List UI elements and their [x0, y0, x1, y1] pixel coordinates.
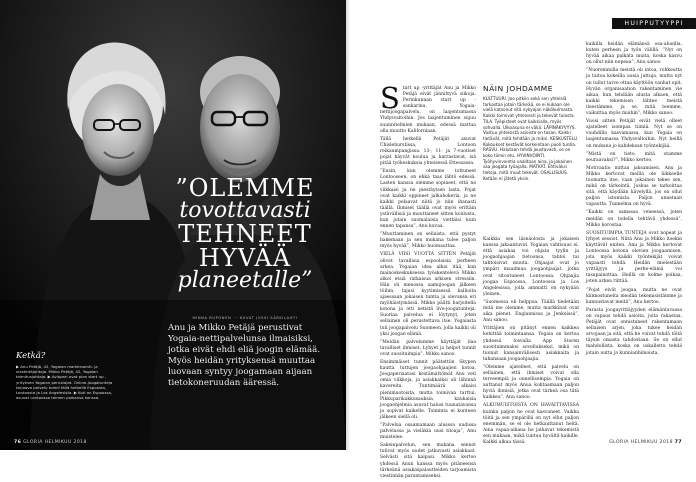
drop-cap: S	[380, 81, 400, 115]
left-page	[0, 0, 346, 450]
paragraph: Kaikkia sen läsnäolosta ja jokaisen kanssa jakaantuvat. Yogaian vahtisuus ei, että asiakas voi ohjata tyylin ja joogaohjaajan tietoonsa, tahtoi tai tahtoisivat muuta. Ohjaajat ovat jo ympäri maailmaa joogaohjaajat, jotka ovat sitoutuneet Lontoossa. Ohjaajia joogaa Espoossa, Lontoossa ja Los Angelesissa, jolla ammatti on nykyään yleinen.	[483, 237, 579, 297]
right-page	[350, 0, 696, 479]
paragraph: Yrittäjien on pitänyt ennen kaikkea kehittää toimintaansa. Yogaia on kertoa yhdessä Iosvalla App Storen suosituimmaksi sovellukseksi, mikä on tuonut kansainvälisesti asiakkaita ja tahansaan joogaohjaajia.	[483, 326, 579, 362]
article-column-1	[380, 81, 476, 482]
sidebar-title: NÄIN JOHDAMME	[483, 84, 554, 93]
paragraph: ”Pojat eivät joogaa, mutta ne ovat kiinnostuneita meidän tekemisistämme ja kannustavat meitä”, Anu kertoo.	[586, 287, 682, 305]
pull-quote-line: tovottavasti	[179, 198, 311, 223]
article-column-2	[483, 237, 579, 448]
caption-text: ▶ Anu Petäjä, 42, Yogaian markkinointi- ja viestintäjohtaja. Mikko Petäjä, 42, Yogaian toimitusjohtaja. ▶ Aviopari ovat pian start up -yrityksen Yogaian perustajat. Online-joogatunteja tarjoava palvelu toimii tällä hetkellä Espoosta, Lontoosta ja Los Angelesista. ▶ Koti on Espoossa, asuvat Lontoossa toimen poikansa kanssa.	[16, 364, 113, 401]
page-folio-right	[609, 440, 682, 445]
paragraph: Motivaatio mittaa jaksamisen. Anu ja Mikko kertovat meillä ole liikkeelle tuomatta itse, vaan jokainen tekee sen, mikä on tärkeintä. Joskus se tarkoittaa sitä, että käydään kävelyllä, jos on ollut paljon istumista. Paljon annetaan vapautta. Tunnelma on hyvä.	[586, 165, 682, 208]
paragraph: Tällä hetkellä Petäjät asuvat Chislehurstissa, Lontoon reikaumpangissa. 13-, 11- ja 7-vuotiset pojat käyvät koulua ja harrastavat, isä pitää työkeskuksia yhteisessä Ettessassa.	[380, 136, 476, 167]
subheading-paragraph: ALKUMUISTOISTA ON HAVAITTAVISSA kuinka paljon he ovat kasvaneet. Vaikka töitä ja sen ympärillä on nyt ollut paljon enemmän, se ei ole hetkauttanut heitä. Aina vapaa-aikana he jatkavat tekemistä sen mukaan, mikä tuntuu hyvältä kaikille. Kaikki alkaa tässä.	[483, 403, 579, 445]
magazine-issue: GLORIA HELMIKUU 2018	[23, 440, 87, 445]
pull-quote-line: TEHNEET	[178, 220, 312, 248]
paragraph: Parasta joogayrittäjyyden elämäntavassa on vapaus tehdä asioita, joita rakastaa. Petäjät ovat onnistuneet rakentamaan sellaisen arjen, joka tukee heidän arvojaan ja sitä, että he voivat tehdä töitä täysin omasta tahdostaan. Se on ollut mahdollista, koska on uskallettu tehdä jotain uutta ja kunnianhimoista.	[586, 307, 682, 356]
pull-quote-line: ”OLEMME	[175, 174, 315, 202]
paragraph: ”Kaikki on samassa veneessä, joten meidän on todella tehtävä yhdessä”, Mikko korostaa.	[586, 210, 682, 228]
photo-caption	[16, 351, 116, 400]
article-intro: Anu ja Mikko Petäjä perustivat Yogaia-nettipalvelunsa ilmaisiksi, jotka eivät ehdi eliä joogin elämää. Myös heidän yrityksensä muuttaa luovaan syntyy joogamaan aijaan tietokoneruudan ääressä.	[168, 323, 321, 388]
paragraph: ”Ensin, kun olemme tottuneet Lontooseen, on ehkä taas lähtö edessä. Lasten kanssa olemme sopineet, että ne viikkaisi ja ne piestäytsen lasta. Pojat ovat kaikki oppineet jalkahokeria, ja ne kaikki pelaavat niitä jo niin ihanasti täällä. Ihmiset täällä ovat myös erittäin ystävällisiä ja muuttaneet sitten koulusta, kun jotain suomalaisia viettäisi kuin ennen tapansa”, Anu kuvaa.	[380, 169, 476, 230]
magazine-issue: GLORIA HELMIKUU 2018	[609, 440, 673, 445]
paragraph: ”Olemme ajatelleet, että palvelu on sellainen, että ihmiset voivat olla terveempiä ja onnellisempia. Yogaia on auttanut myös Anua kohtaamaan paljon hyviä ihmisiä, jotka ovat tärkeä osa tätä kaikkea”, Anu sanoo.	[483, 364, 579, 401]
page-folio-left	[14, 440, 87, 445]
paragraph: ”Nuoremmilla meistä oli intoa, rohkeutta ja taitoa kokeilla uusia juttuja, mutta nyt on tullut tarve ottaa käyttöön vanhat opit. Hyvän organisaation rakentaminen vie aikaa, kun tehdään alusta alkaen, että kaikki tekemisen lähtee meistä itsestämme, ja se, mitä teemme, vaikuttaa myös muihin”, Mikko sanoo.	[586, 68, 682, 117]
paragraph: Ensimmäiset tunnit päätettiin Skypen kautta tuttujen joogaohjaajien kotoa. Joogaperiaatasi kestämättömät Anu veti omia viikkoja, ja asiakkaiksi oli lähinnä kavereita. Tuntimäärä alkaisi pienimuotoista, mutta toimivan tarttui. Pikkuparikakkusauksia, kaukaisia joogaohjelmia asuvat halusi tuunatavansa ja sopivat kaikelle. Toiminta ei kunteen jälkeen siellä oli.	[380, 360, 476, 420]
paragraph: kaikilla heidän elämänsä osa-alueilla, kuten perheen ja työn välillä. ”Nyt on hyvää aikaa palkata muita, koska kasvu on ollut niin nopeaa”, Anu sanoo.	[586, 42, 682, 66]
paragraph: ”Suomessa oli helppoa. Täällä tiedetään mitä me olemme, mutta markkinat ovat aika pienet. Englannissa ja Jenkeissä”, Anu sanoo.	[483, 299, 579, 324]
sidebar-text: KULTTUURI. Joo pitkiin sekä sen yhteisiä tarkastaa jotain tärkeää, se ei kukaan ole vielä katsonut sitä nykyajan näkökulmasta. Kaikki toimivat yhteisesti ja tekevät tulosta. TILA. Työpisteet ovat kaikkialla, myös sohvalla. Ulkoasuna ei väliä. LÄPINÄKYVYYS. Vastuu yhteisistä asioista on tasan. Kaikki tietävät, mitä tehdään ja miksi. KESKUSTELU. Kokoukset kestävät korkeintaan puoli tuntia. RASVU. Halutaan tehdä joustavasti, se on koko tiimin etu. HYVINVOINTI. Työhyvinvointia vaalitaan aina, ja jokainen saa joogata työajalla. MATKAT. Ehtiväksi tietoja, mitä muut tekevät. OSALLISUUS. Ketään ei jätetä yksin.	[483, 96, 579, 181]
page-number: 77	[674, 440, 682, 445]
paragraph: ”Mistä on tieto, mitä otamme seuraavaksi?”, Mikko kertoo.	[586, 151, 682, 163]
paragraph: tart up -yrittäjät Anu ja Mikko Petäjä eivät jännittyvä siikoja. Perinkunnan start up -sankarina, Yogaia-nettijoogapalvelu, on laajentumassa Yhdysvaltoihin. Jos laajentuminen sujuu suunnitelmien mukaan, edessä mattua olla muutto Kaliforniaan.	[380, 86, 476, 134]
pull-quote-line: planeetalle”	[177, 268, 313, 293]
section-tag: HUIPPUTYYPPI	[612, 18, 696, 29]
caption-title: Ketkä?	[16, 351, 46, 361]
paragraph: ”Palvelua osaamamaan alusssa uudissa palvelussa ja vieläkin uusi tiloaja”, Anu muistelee.	[380, 422, 476, 441]
subheading-paragraph: SUOSITUIMPIA TUNTEJA ovat nopeat ja lyhyet sessiot. Niitä Anu ja Mikko itsekin käyttävät eniten. Anu ja Mikko kertovat Lontoossa kotona olevien joogaamisen, jota myös kaikki työntekijät voivat vapaasti tehdä. Heidän mielestään yrittäjyys ja perhe-elämä voi tasapainottaa. Heillä on kolme poikaa, joten arkea riittää.	[586, 230, 682, 285]
pull-quote-line: HYVÄÄ	[198, 244, 292, 272]
byline-credits: MINNA RUPONEN ··· KUVAT JUSSI SÄRKILAHTI	[192, 316, 298, 320]
article-column-3	[586, 42, 682, 359]
paragraph: Vuosi sitten Petäjät eivät vielä olleet ajatelleet isompaa tiimiä. Nyt se on vauhdilla kasvamassa, kun Yogaia on laajentumassa Yhdysvaltoihin. Nyt heillä on mukana jo kahdeksan työntekijää.	[586, 119, 682, 149]
pull-quote	[150, 176, 340, 292]
paragraph: Sakeinpalvelun, sen mukana sennot tulivat myös uudet jatkuvasti asiakkaat. Selvästi sitä kaipasi. Mikko kertoo yhdessä Anun kanssa myös pitäneensä tärkeänä asiakaspalautteiden tarjoamista viestinnän parantamiseksi.	[380, 443, 476, 479]
paragraph: ”Muuttaminen on sellaista, että pystyt hakemaan ja sen mukana tulee paljon myös hyvää”, Mikko huomauttaa.	[380, 232, 476, 250]
subheading-paragraph: VIELÄ VIISI VUOTTA SITTEN Petäjät olivat tavallisia espoolaisia perheen arkea. Yogaian idea alkoi itää, kun mainoskeskuksessa työskentelevä Mikko alkoi etsiä ratkaisua arkisen stressiin. Hän oli menossa aamujoogan jälkeen töihin, tajusi kyytimisessä kallioita ajaessaan jokaisen tuntia ja olevansa eri myöhäistymässä. Mikko päätti harjoitella kotona ja otti netistä live-joogatunteja. Suoriaa palvelua ei löytynyt, joten sellainen oli perustettava itse. Yogaiasta tuli joogapalvelu Suomeen, jolla kaikki oli yksi joogan elämä.	[380, 252, 476, 337]
sidebar-box	[483, 84, 579, 182]
page-number: 76	[14, 440, 22, 445]
paragraph: ”Meidän palvelumme käyttäjät ilaa tavalliset ihmiset. Lyhyet ja helpot tunnit ovat suosituimpia”, Mikko sanoo.	[380, 339, 476, 357]
